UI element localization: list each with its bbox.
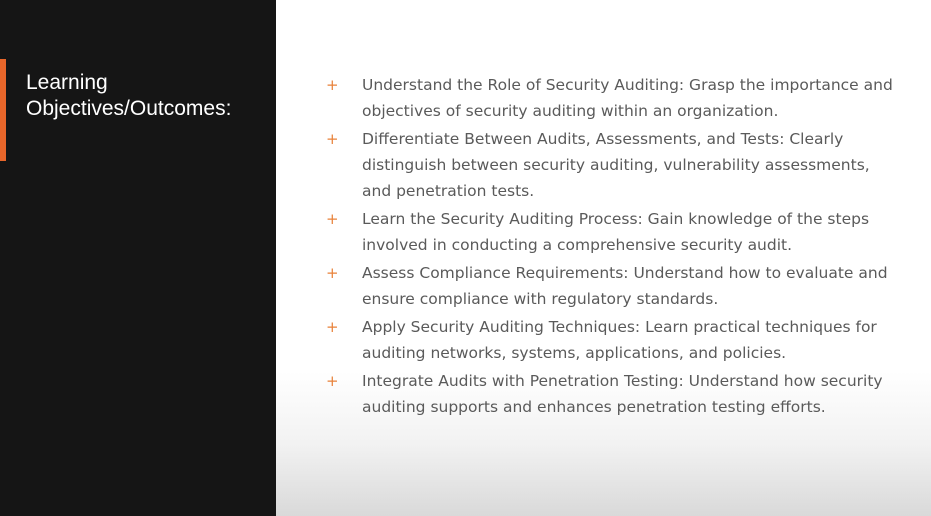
objective-item <box>326 72 896 124</box>
title-panel <box>0 0 276 516</box>
objective-text: Learn the Security Auditing Process: Gain knowledge of the steps involved in conducting a comprehensive security audit. <box>362 210 870 254</box>
objective-item <box>326 260 896 312</box>
objective-text: Understand the Role of Security Auditing: Grasp the importance and objectives of security auditing within an organization. <box>362 76 893 120</box>
accent-bar <box>0 59 6 161</box>
objective-text: Apply Security Auditing Techniques: Learn practical techniques for auditing networks, systems, applications, and policies. <box>362 318 877 362</box>
objectives-list <box>326 72 896 422</box>
slide-title: Learning Objectives/Outcomes: <box>26 71 232 120</box>
content-panel <box>276 0 931 516</box>
plus-icon: + <box>326 264 339 282</box>
plus-icon: + <box>326 210 339 228</box>
plus-icon: + <box>326 130 339 148</box>
plus-icon: + <box>326 372 339 390</box>
plus-icon: + <box>326 76 339 94</box>
plus-icon: + <box>326 318 339 336</box>
objective-text: Differentiate Between Audits, Assessments, and Tests: Clearly distinguish between security auditing, vulnerability assessments, and penetration tests. <box>362 130 870 200</box>
objective-item <box>326 314 896 366</box>
objective-item <box>326 126 896 204</box>
objective-text: Assess Compliance Requirements: Understand how to evaluate and ensure compliance with regulatory standards. <box>362 264 888 308</box>
objective-text: Integrate Audits with Penetration Testing: Understand how security auditing supports and enhances penetration testing efforts. <box>362 372 883 416</box>
objective-item <box>326 368 896 420</box>
objective-item <box>326 206 896 258</box>
